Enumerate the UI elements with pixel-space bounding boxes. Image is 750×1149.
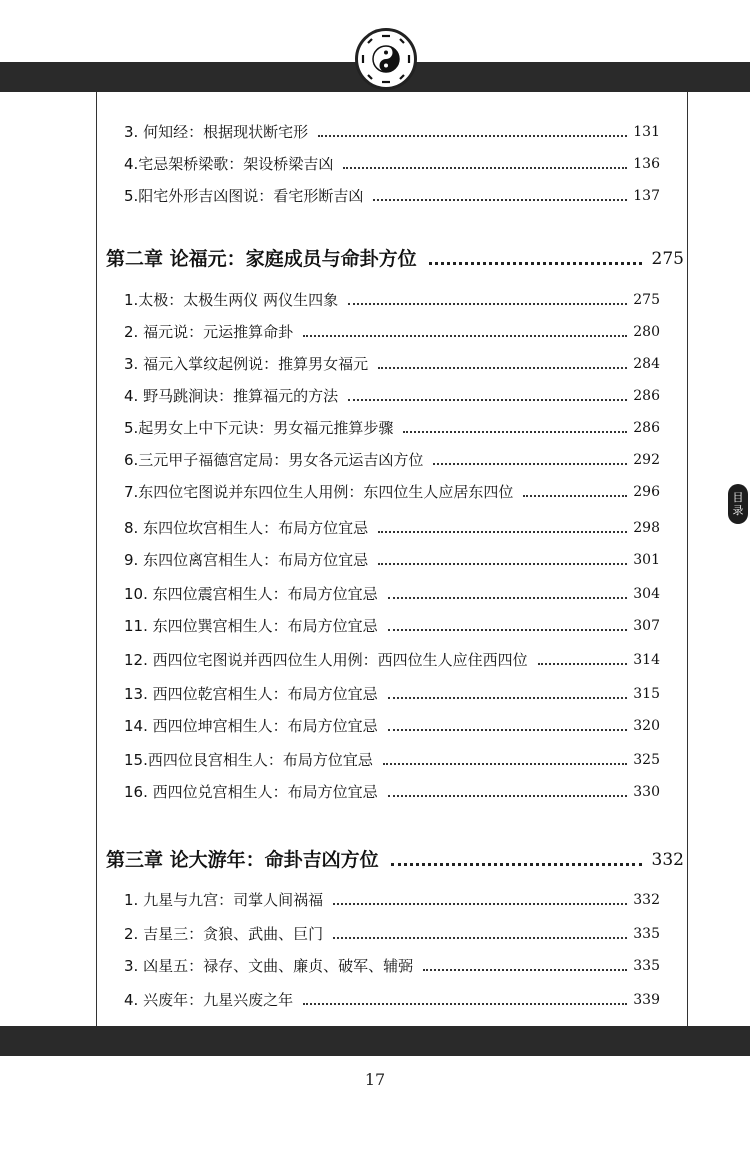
entry-title: 9. 东四位离宫相生人：布局方位宜忌 xyxy=(124,551,369,569)
toc-entry xyxy=(124,350,660,374)
toc-entry xyxy=(124,382,660,406)
dot-leader xyxy=(378,531,627,533)
entry-title: 4. 野马跳涧诀：推算福元的方法 xyxy=(124,387,339,405)
entry-title: 14. 西四位坤宫相生人：布局方位宜忌 xyxy=(124,717,378,735)
entry-title: 13. 西四位乾宫相生人：布局方位宜忌 xyxy=(124,685,378,703)
dot-leader xyxy=(378,367,627,369)
dot-leader xyxy=(333,937,627,939)
dot-leader xyxy=(388,729,628,731)
toc-entry xyxy=(124,118,660,142)
entry-title: 10. 东四位震宫相生人：布局方位宜忌 xyxy=(124,585,378,603)
page-reference: 335 xyxy=(633,926,660,942)
dot-leader xyxy=(318,135,627,137)
entry-title: 1.太极：太极生两仪 两仪生四象 xyxy=(124,291,339,309)
dot-leader xyxy=(538,663,628,665)
toc-entry xyxy=(124,746,660,770)
dot-leader xyxy=(303,335,627,337)
entry-title: 4.宅忌架桥梁歌：架设桥梁吉凶 xyxy=(124,155,334,173)
side-tab-label xyxy=(728,484,748,524)
dot-leader xyxy=(388,597,628,599)
dot-leader xyxy=(433,463,627,465)
entry-title: 8. 东四位坎宫相生人：布局方位宜忌 xyxy=(124,519,369,537)
toc-entry xyxy=(124,546,660,570)
page-reference: 286 xyxy=(633,388,660,404)
dot-leader xyxy=(378,563,627,565)
page-reference: 296 xyxy=(633,484,660,500)
entry-title: 3. 凶星五：禄存、文曲、廉贞、破军、辅弼 xyxy=(124,957,414,975)
dot-leader xyxy=(348,303,627,305)
dot-leader xyxy=(388,697,628,699)
entry-title: 15.西四位艮宫相生人：布局方位宜忌 xyxy=(124,751,373,769)
page-reference: 315 xyxy=(633,686,660,702)
toc-entry xyxy=(124,920,660,944)
page-reference: 339 xyxy=(633,992,660,1008)
taiji-bagua-icon xyxy=(355,28,417,90)
page-reference: 307 xyxy=(633,618,660,634)
toc-entry xyxy=(124,986,660,1010)
toc-entry xyxy=(124,446,660,470)
toc-entry xyxy=(124,712,660,736)
page-reference: 314 xyxy=(633,652,660,668)
page-reference: 330 xyxy=(633,784,660,800)
entry-title: 5.阳宅外形吉凶图说：看宅形断吉凶 xyxy=(124,187,364,205)
toc-entry xyxy=(124,478,660,502)
dot-leader xyxy=(391,863,642,866)
toc-entry xyxy=(124,778,660,802)
page-reference: 131 xyxy=(633,124,660,140)
page-reference: 332 xyxy=(651,850,684,870)
entry-title: 3. 福元入掌纹起例说：推算男女福元 xyxy=(124,355,369,373)
entry-title: 3. 何知经：根据现状断宅形 xyxy=(124,123,309,141)
dot-leader xyxy=(383,763,627,765)
entry-title: 7.东四位宅图说并东四位生人用例：东四位生人应居东四位 xyxy=(124,483,514,501)
toc-entry xyxy=(124,952,660,976)
entry-title: 6.三元甲子福德宫定局：男女各元运吉凶方位 xyxy=(124,451,424,469)
dot-leader xyxy=(388,795,628,797)
page-reference: 292 xyxy=(633,452,660,468)
side-tab-char-2: 录 xyxy=(732,504,744,517)
page-reference: 280 xyxy=(633,324,660,340)
toc-entry xyxy=(124,886,660,910)
chapter-title: 第二章 论福元：家庭成员与命卦方位 xyxy=(106,248,417,270)
page-reference: 136 xyxy=(633,156,660,172)
page-reference: 298 xyxy=(633,520,660,536)
page-reference: 320 xyxy=(633,718,660,734)
bottom-footer-bar xyxy=(0,1026,750,1056)
toc-entry xyxy=(124,318,660,342)
dot-leader xyxy=(343,167,627,169)
entry-title: 12. 西四位宅图说并西四位生人用例：西四位生人应住西四位 xyxy=(124,651,528,669)
toc-entry xyxy=(124,646,660,670)
toc-chapter-heading xyxy=(106,242,684,272)
toc-chapter-heading xyxy=(106,843,684,873)
entry-title: 5.起男女上中下元诀：男女福元推算步骤 xyxy=(124,419,394,437)
dot-leader xyxy=(523,495,627,497)
page-reference: 275 xyxy=(651,249,684,269)
page-reference: 284 xyxy=(633,356,660,372)
entry-title: 11. 东四位巽宫相生人：布局方位宜忌 xyxy=(124,617,378,635)
entry-title: 1. 九星与九宫：司掌人间祸福 xyxy=(124,891,324,909)
dot-leader xyxy=(423,969,627,971)
page-reference: 286 xyxy=(633,420,660,436)
entry-title: 2. 福元说：元运推算命卦 xyxy=(124,323,294,341)
dot-leader xyxy=(373,199,627,201)
page-reference: 332 xyxy=(633,892,660,908)
entry-title: 2. 吉星三：贪狼、武曲、巨门 xyxy=(124,925,324,943)
toc-entry xyxy=(124,612,660,636)
dot-leader xyxy=(333,903,627,905)
chapter-title: 第三章 论大游年：命卦吉凶方位 xyxy=(106,849,379,871)
toc-entry xyxy=(124,286,660,310)
page-reference: 325 xyxy=(633,752,660,768)
toc-entry xyxy=(124,514,660,538)
toc-entry xyxy=(124,182,660,206)
side-tab-char-1: 目 xyxy=(732,491,744,504)
dot-leader xyxy=(388,629,628,631)
toc-entry xyxy=(124,150,660,174)
entry-title: 16. 西四位兑宫相生人：布局方位宜忌 xyxy=(124,783,378,801)
dot-leader xyxy=(403,431,627,433)
page-reference: 304 xyxy=(633,586,660,602)
toc-entry xyxy=(124,414,660,438)
page-number: 17 xyxy=(364,1070,386,1089)
toc-entry xyxy=(124,680,660,704)
toc-entry xyxy=(124,580,660,604)
page-reference: 137 xyxy=(633,188,660,204)
entry-title: 4. 兴废年：九星兴废之年 xyxy=(124,991,294,1009)
page-reference: 275 xyxy=(633,292,660,308)
dot-leader xyxy=(429,262,642,265)
dot-leader xyxy=(303,1003,627,1005)
page-reference: 301 xyxy=(633,552,660,568)
dot-leader xyxy=(348,399,627,401)
page-reference: 335 xyxy=(633,958,660,974)
